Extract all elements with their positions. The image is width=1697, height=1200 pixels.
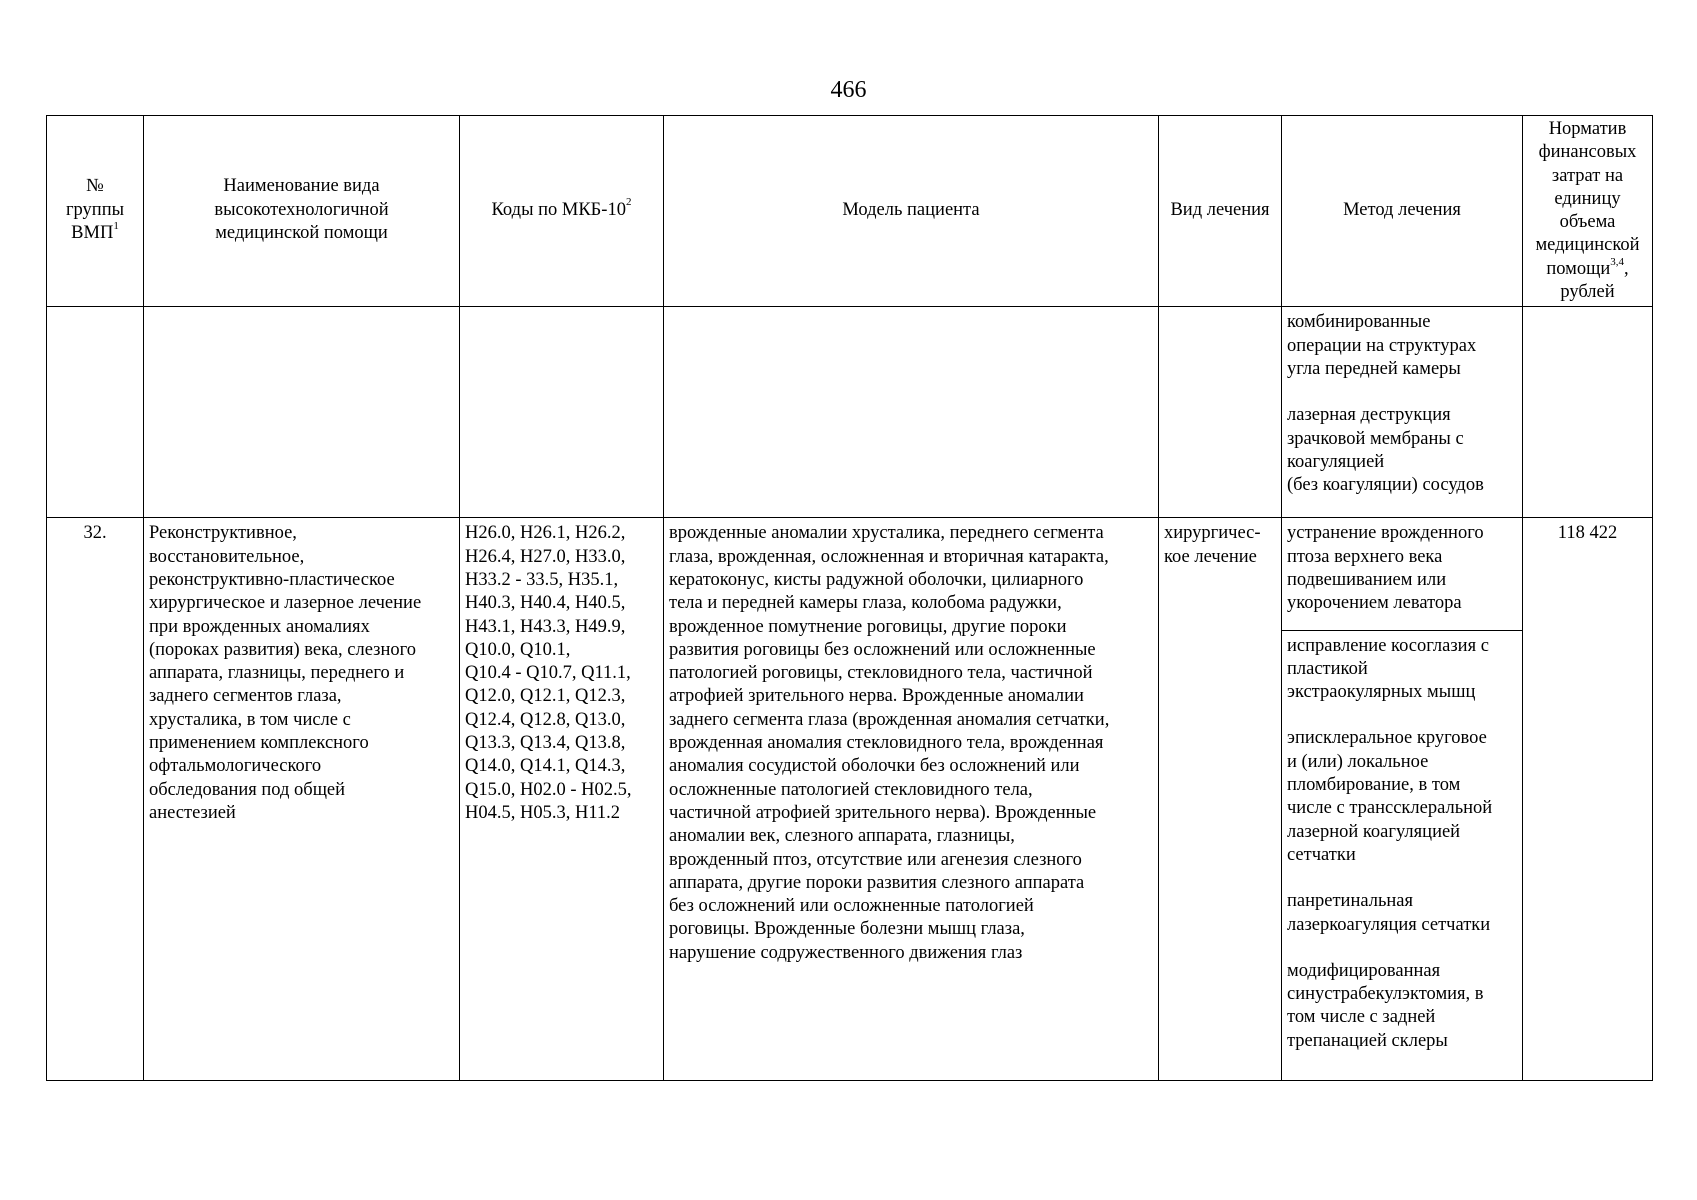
- header-row: [47, 116, 1653, 307]
- header-model: Модель пациента: [664, 116, 1159, 307]
- method-item: комбинированные операции на структурах угла передней камеры: [1287, 312, 1477, 379]
- cont-method: [1282, 307, 1523, 518]
- method-item: эписклеральное круговое и (или) локальное пломбирование, в том числе с транссклеральной лазерной коагуляцией сетчатки: [1287, 728, 1493, 865]
- method-item: исправление косоглазия с пластикой экстраокулярных мышц: [1287, 635, 1489, 703]
- header-name: Наименование вида высокотехнологичной медицинской помощи: [144, 116, 460, 307]
- method-item: модифицированная синустрабекулэктомия, в том числе с задней трепанацией склеры: [1287, 960, 1484, 1051]
- cont-treatment-type: [1159, 307, 1282, 518]
- header-codes: Коды по МКБ-$10^2$: [460, 116, 664, 307]
- codes-cell: H26.0, H26.1, H26.2, H26.4, H27.0, H33.0, H33.2 - 33.5, H35.1, H40.3, H40.4, H40.5, H43.1, H43.3, H49.9, Q10.0, Q10.1, Q10.4 - Q10.7, Q11.1, Q12.0, Q12.1, Q12.3, Q12.4, Q12.8, Q13.0, Q13.3, Q13.4, Q13.8, Q14.0, Q14.1, Q14.3, Q15.0, H02.0 - H02.5, H04.5, H05.3, H11.2: [460, 518, 664, 1081]
- table-row: [47, 518, 1653, 1081]
- method-item: устранение врожденного птоза верхнего века подвешиванием или укорочением леватора: [1282, 518, 1522, 630]
- header-method: Метод лечения: [1282, 116, 1523, 307]
- cont-model: [664, 307, 1159, 518]
- cont-group-no: [47, 307, 144, 518]
- header-treatment-type: Вид лечения: [1159, 116, 1282, 307]
- method-item: лазерная деструкция зрачковой мембраны с коагуляцией (без коагуляции) сосудов: [1287, 405, 1484, 496]
- name-cell: Реконструктивное, восстановительное, реконструктивно-пластическое хирургическое и лазерное лечение при врожденных аномалиях (пороках развития) века, слезного аппарата, глазницы, переднего и заднего сегментов глаза, хрусталика, в том числе с применением комплексного офтальмологического обследования под общей анестезией: [144, 518, 460, 1081]
- method-item: панретинальная лазеркоагуляция сетчатки: [1287, 891, 1491, 935]
- header-group-no: № группы ВМП$^1$: [47, 116, 144, 307]
- vmp-table: [46, 115, 1653, 1081]
- model-cell: врожденные аномалии хрусталика, переднего сегмента глаза, врожденная, осложненная и вторичная катаракта, кератоконус, кисты радужной оболочки, цилиарного тела и передней камеры глаза, колобома радужки, врожденное помутнение роговицы, другие пороки развития роговицы без осложнений или осложненные патологией роговицы, стекловидного тела, частичной атрофией зрительного нерва. Врожденные аномалии заднего сегмента глаза (врожденная аномалия сетчатки, врожденная аномалия стекловидного тела, врожденная аномалия сосудистой оболочки без осложнений или осложненные патологией стекловидного тела, частичной атрофией зрительного нерва). Врожденные аномалии век, слезного аппарата, глазницы, врожденный птоз, отсутствие или агенезия слезного аппарата, другие пороки развития слезного аппарата без осложнений или осложненные патологией роговицы. Врожденные болезни мышц глаза, нарушение содружественного движения глаз: [664, 518, 1159, 1081]
- group-no-cell: 32.: [47, 518, 144, 1081]
- header-norm: Норматив финансовых затрат на единицу объема медицинской помощи$^{3,4}$, рублей: [1523, 116, 1653, 307]
- page-number: 466: [830, 77, 867, 103]
- table-row: [47, 307, 1653, 518]
- method-cell: [1282, 518, 1523, 1081]
- cont-norm: [1523, 307, 1653, 518]
- treatment-type-cell: хирургичес- кое лечение: [1159, 518, 1282, 1081]
- norm-cell: 118 422: [1523, 518, 1653, 1081]
- cont-name: [144, 307, 460, 518]
- cont-codes: [460, 307, 664, 518]
